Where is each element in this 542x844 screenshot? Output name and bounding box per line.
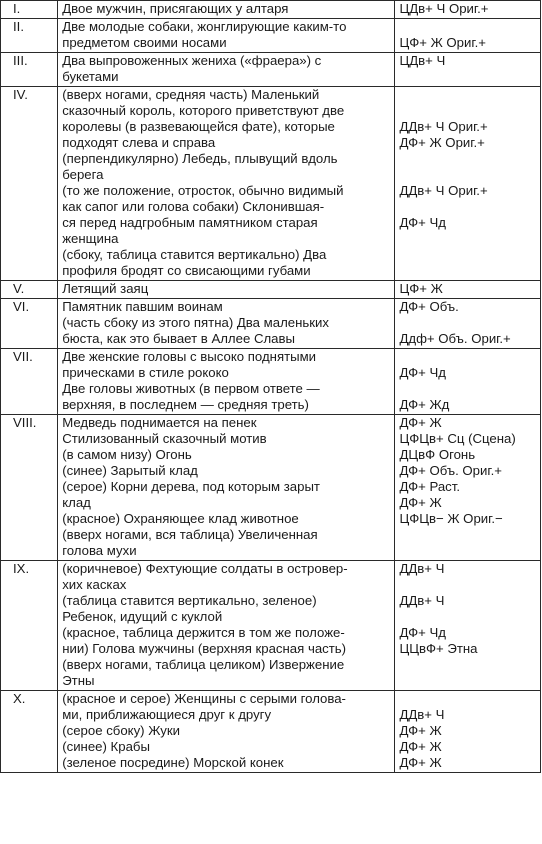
code-line: ЦЦвФ+ Этна — [399, 641, 478, 656]
description-line: женщина — [62, 231, 119, 246]
card-number: VII. — [1, 349, 58, 415]
card-number: V. — [1, 281, 58, 299]
description-line: (в самом низу) Огонь — [62, 447, 192, 462]
description-line: (красное) Охраняющее клад животное — [62, 511, 299, 526]
code-line: ЦФ+ Ж Ориг.+ — [399, 35, 486, 50]
code-line: ДДв+ Ч Ориг.+ — [399, 183, 488, 198]
description-line: ми, приближающиеся друг к другу — [62, 707, 272, 722]
description-line: (таблица ставится вертикально, зеленое) — [62, 593, 317, 608]
code-line: ЦДв+ Ч Ориг.+ — [399, 1, 489, 16]
description-line: (коричневое) Фехтующие солдаты в островер- — [62, 561, 348, 576]
scoring-code — [395, 19, 541, 53]
description-line: подходят слева и справа — [62, 135, 216, 150]
description-line: как сапог или голова собаки) Склонившая- — [62, 199, 325, 214]
description-line: (вверх ногами, средняя часть) Маленький — [62, 87, 320, 102]
code-line: ЦДв+ Ч — [399, 53, 446, 68]
code-line: ДФ+ Чд — [399, 625, 446, 640]
description-line: (синее) Крабы — [62, 739, 150, 754]
description-line: Две молодые собаки, жонглирующие каким-то — [62, 19, 347, 34]
table-row — [1, 1, 541, 19]
description-line: голова мухи — [62, 543, 137, 558]
description-line: Две женские головы с высоко поднятыми — [62, 349, 317, 364]
table-row — [1, 561, 541, 691]
response-description — [58, 53, 395, 87]
table-row — [1, 691, 541, 773]
scoring-code — [395, 299, 541, 349]
code-line: ДФ+ Ж Ориг.+ — [399, 135, 485, 150]
scoring-code — [395, 561, 541, 691]
code-line: ДДв+ Ч — [399, 561, 445, 576]
code-line: ДФ+ Ж — [399, 739, 442, 754]
description-line: клад — [62, 495, 91, 510]
code-line: ДФ+ Жд — [399, 397, 450, 412]
response-description — [58, 281, 395, 299]
code-line: Ддф+ Объ. Ориг.+ — [399, 331, 511, 346]
code-spacer — [399, 381, 540, 397]
code-line: ДДв+ Ч — [399, 593, 445, 608]
description-line: бюста, как это бывает в Аллее Славы — [62, 331, 295, 346]
code-spacer — [399, 151, 540, 167]
code-line: ДДв+ Ч — [399, 707, 445, 722]
code-spacer — [399, 103, 540, 119]
code-line: ДФ+ Объ. Ориг.+ — [399, 463, 502, 478]
description-line: Медведь поднимается на пенек — [62, 415, 257, 430]
description-line: (серое сбоку) Жуки — [62, 723, 180, 738]
response-description — [58, 691, 395, 773]
response-description — [58, 415, 395, 561]
description-line: (часть сбоку из этого пятна) Два маленьких — [62, 315, 329, 330]
response-description — [58, 299, 395, 349]
code-spacer — [399, 577, 540, 593]
description-line: (синее) Зарытый клад — [62, 463, 198, 478]
description-line: (перпендикулярно) Лебедь, плывущий вдоль — [62, 151, 338, 166]
description-line: королевы (в развевающейся фате), которые — [62, 119, 335, 134]
code-line: ДЦвФ Огонь — [399, 447, 476, 462]
description-line: профиля бродят со свисающими губами — [62, 263, 311, 278]
description-line: (красное и серое) Женщины с серыми голова- — [62, 691, 346, 706]
card-number: I. — [1, 1, 58, 19]
table-row — [1, 349, 541, 415]
scoring-code — [395, 87, 541, 281]
code-line: ДФ+ Ж — [399, 723, 442, 738]
code-line: ДДв+ Ч Ориг.+ — [399, 119, 488, 134]
code-spacer — [399, 19, 540, 35]
description-line: букетами — [62, 69, 119, 84]
card-number: X. — [1, 691, 58, 773]
description-line: Стилизованный сказочный мотив — [62, 431, 267, 446]
card-number: II. — [1, 19, 58, 53]
scoring-code — [395, 415, 541, 561]
card-number: III. — [1, 53, 58, 87]
code-line: ДФ+ Чд — [399, 215, 446, 230]
table-row — [1, 19, 541, 53]
description-line: (зеленое посредине) Морской конек — [62, 755, 284, 770]
description-line: Памятник павшим воинам — [62, 299, 223, 314]
code-spacer — [399, 199, 540, 215]
description-line: (вверх ногами, таблица целиком) Извержение — [62, 657, 345, 672]
code-spacer — [399, 167, 540, 183]
card-number: IX. — [1, 561, 58, 691]
code-line: ДФ+ Раст. — [399, 479, 460, 494]
description-line: Летящий заяц — [62, 281, 149, 296]
description-line: хих касках — [62, 577, 127, 592]
description-line: (сбоку, таблица ставится вертикально) Два — [62, 247, 327, 262]
response-description — [58, 561, 395, 691]
code-line: ЦФ+ Ж — [399, 281, 443, 296]
description-line: Двое мужчин, присягающих у алтаря — [62, 1, 289, 16]
description-line: нии) Голова мужчины (верхняя красная часть) — [62, 641, 347, 656]
code-line: ЦФЦв− Ж Ориг.− — [399, 511, 503, 526]
description-line: (красное, таблица держится в том же положе- — [62, 625, 345, 640]
code-spacer — [399, 315, 540, 331]
table-row — [1, 299, 541, 349]
table-body — [1, 1, 541, 773]
card-number: VIII. — [1, 415, 58, 561]
code-spacer — [399, 609, 540, 625]
response-description — [58, 1, 395, 19]
description-line: Этны — [62, 673, 95, 688]
table-row — [1, 87, 541, 281]
description-line: ся перед надгробным памятником старая — [62, 215, 318, 230]
description-line: сказочный король, которого приветствуют две — [62, 103, 345, 118]
code-spacer — [399, 349, 540, 365]
response-description — [58, 19, 395, 53]
code-line: ЦФЦв+ Сц (Сцена) — [399, 431, 516, 446]
code-line: ДФ+ Ж — [399, 415, 442, 430]
description-line: (вверх ногами, вся таблица) Увеличенная — [62, 527, 318, 542]
response-description — [58, 349, 395, 415]
card-number: IV. — [1, 87, 58, 281]
description-line: прическами в стиле рококо — [62, 365, 229, 380]
scoring-code — [395, 1, 541, 19]
description-line: Два выпровоженных жениха («фраера») с — [62, 53, 322, 68]
scoring-code — [395, 691, 541, 773]
description-line: берега — [62, 167, 104, 182]
description-line: предметом своими носами — [62, 35, 227, 50]
scoring-code — [395, 349, 541, 415]
description-line: Ребенок, идущий с куклой — [62, 609, 223, 624]
table-row — [1, 415, 541, 561]
scoring-code — [395, 281, 541, 299]
description-line: (то же положение, отросток, обычно видимый — [62, 183, 344, 198]
scoring-code — [395, 53, 541, 87]
code-line: ДФ+ Объ. — [399, 299, 459, 314]
description-line: верхняя, в последнем — средняя треть) — [62, 397, 309, 412]
description-line: (серое) Корни дерева, под которым зарыт — [62, 479, 320, 494]
code-line: ДФ+ Чд — [399, 365, 446, 380]
code-spacer — [399, 87, 540, 103]
card-number: VI. — [1, 299, 58, 349]
table-row — [1, 281, 541, 299]
response-description — [58, 87, 395, 281]
code-line: ДФ+ Ж — [399, 495, 442, 510]
code-line: ДФ+ Ж — [399, 755, 442, 770]
code-spacer — [399, 691, 540, 707]
table-row — [1, 53, 541, 87]
description-line: Две головы животных (в первом ответе — — [62, 381, 320, 396]
